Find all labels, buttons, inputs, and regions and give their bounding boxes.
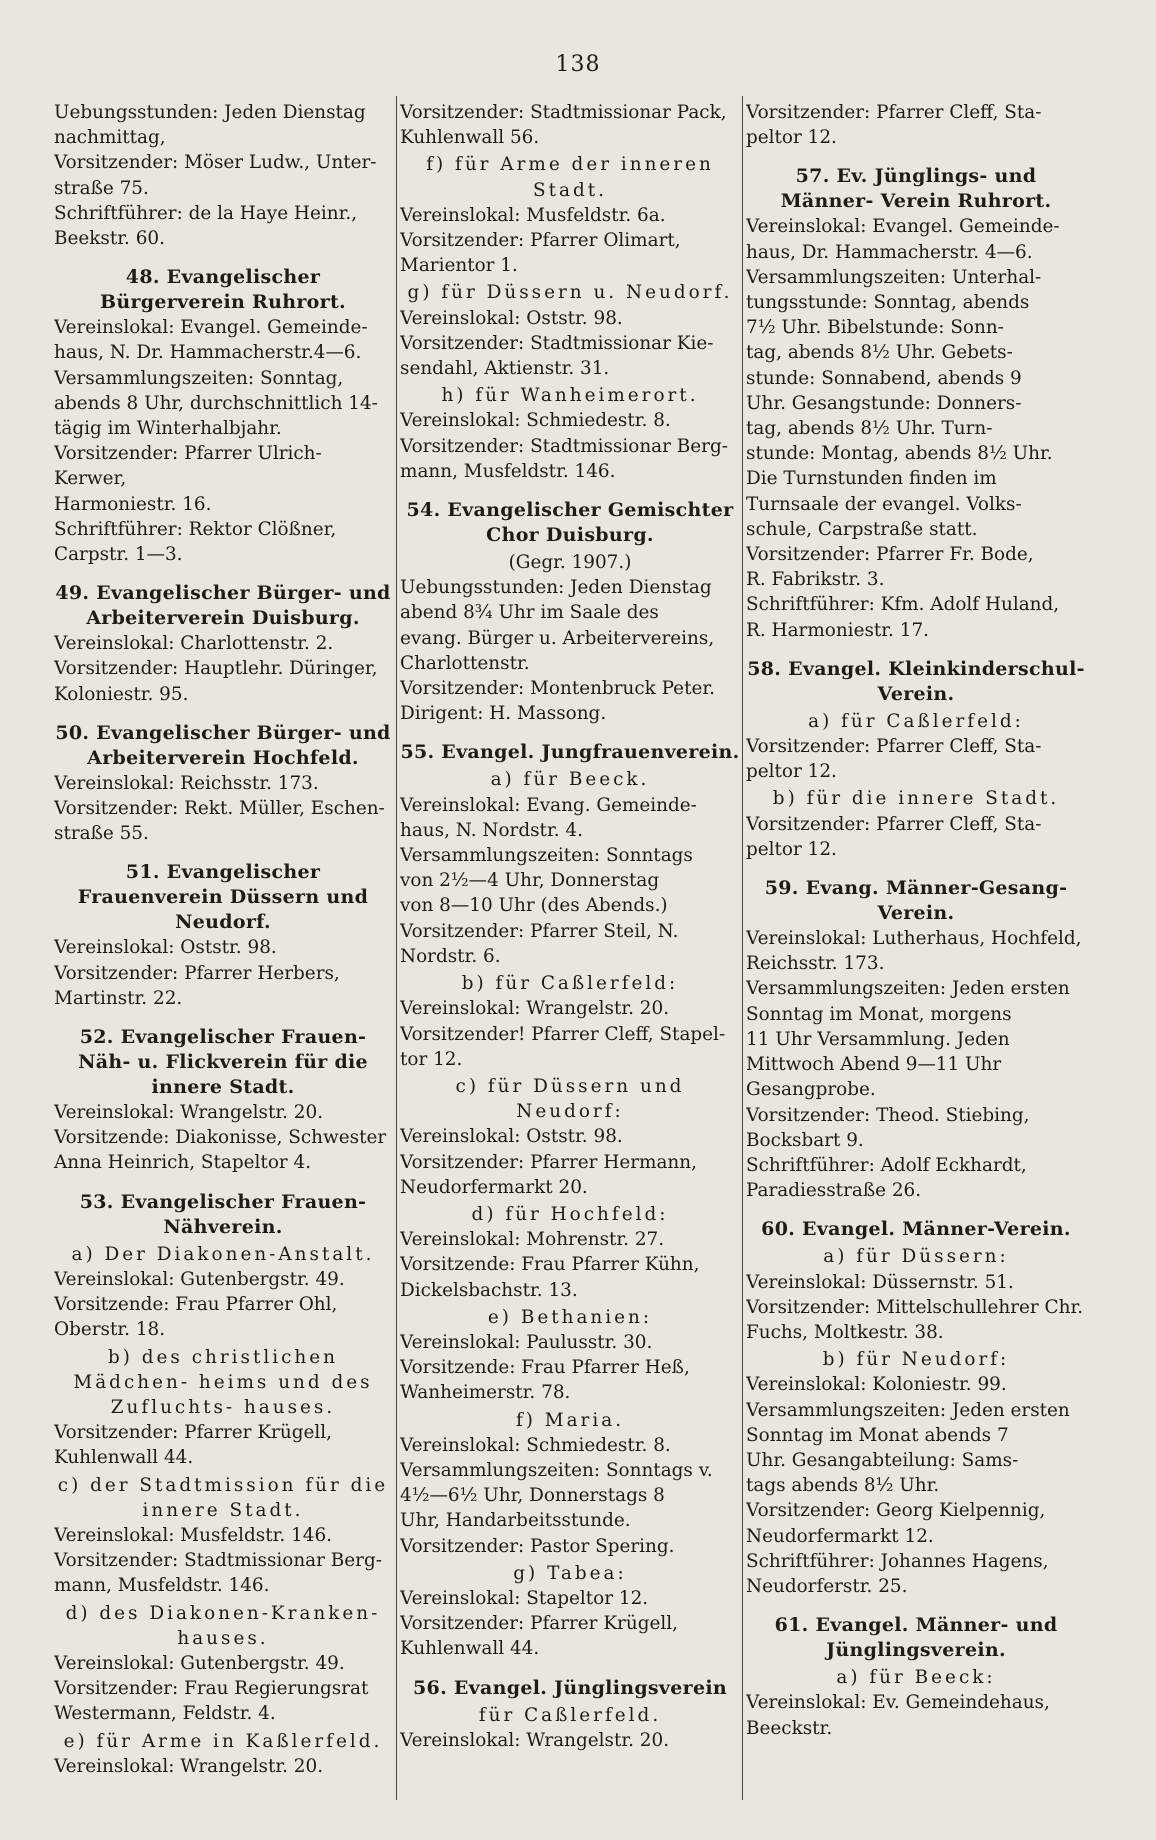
entry-line: peltor 12. — [746, 127, 837, 149]
entry-line: Bocksbart 9. — [746, 1129, 864, 1151]
entry-line: Fuchs, Moltkestr. 38. — [746, 1321, 944, 1343]
subsection-label: d) für Hochfeld: — [471, 1203, 669, 1225]
entry-line: Vorsitzender: Pfarrer Olimart, — [400, 230, 681, 252]
entry-line: Vorsitzender! Pfarrer Cleff, Stapel- — [400, 1023, 726, 1045]
entry-line: Reichsstr. 173. — [746, 953, 885, 975]
page-number: 138 — [555, 52, 601, 77]
entry-line: Beeckstr. — [746, 1717, 833, 1739]
entry-line: Marientor 1. — [400, 255, 518, 277]
entry-line: evang. Bürger u. Arbeitervereins, — [400, 627, 715, 649]
section-heading: 60. Evangel. Männer-Verein. — [761, 1218, 1071, 1241]
entry-line: Vorsitzender: Pfarrer Herbers, — [54, 962, 340, 984]
entry-line: Schriftführer: Adolf Eckhardt, — [746, 1154, 1027, 1176]
entry-line: Versammlungszeiten: Jeden ersten — [746, 1399, 1070, 1421]
entry-line: Vorsitzender: Hauptlehr. Düringer, — [54, 658, 378, 680]
entry-line: Vereinslokal: Oststr. 98. — [400, 1126, 623, 1148]
entry-line: nachmittag, — [54, 127, 166, 149]
section-heading: 58. Evangel. Kleinkinderschul- Verein. — [747, 657, 1085, 705]
entry-line: Wanheimerstr. 78. — [400, 1382, 571, 1404]
entry-line: Vorsitzender: Pfarrer Fr. Bode, — [746, 544, 1034, 566]
entry-line: Vorsitzender: Stadtmissionar Berg- — [400, 435, 728, 457]
entry-line: Vorsitzender: Pfarrer Krügell, — [54, 1422, 332, 1444]
entry-line: Vereinslokal: Wrangelstr. 20. — [400, 1729, 670, 1751]
entry-line: Vereinslokal: Oststr. 98. — [54, 937, 277, 959]
entry-line: Harmoniestr. 16. — [54, 493, 212, 515]
entry-line: Neudorferstr. 25. — [746, 1575, 908, 1597]
entry-line: Neudorfermarkt 20. — [400, 1176, 588, 1198]
entry-line: Turnsaale der evangel. Volks- — [746, 493, 1022, 515]
entry-line: haus, Dr. Hammacherstr. 4—6. — [746, 241, 1033, 263]
entry-line: Paradiesstraße 26. — [746, 1180, 922, 1202]
entry-line: Vorsitzende: Frau Pfarrer Ohl, — [54, 1294, 338, 1316]
entry-line: 11 Uhr Versammlung. Jeden — [746, 1028, 1010, 1050]
subsection-label: f) Maria. — [515, 1409, 625, 1431]
entry-line: Vereinslokal: Koloniestr. 99. — [746, 1374, 1007, 1396]
entry-line: Vorsitzender: Georg Kielpennig, — [746, 1500, 1046, 1522]
entry-line: Anna Heinrich, Stapeltor 4. — [54, 1152, 312, 1174]
entry-line: Vereinslokal: Düssernstr. 51. — [746, 1271, 1014, 1293]
entry-line: sendahl, Aktienstr. 31. — [400, 358, 610, 380]
entry-line: Dickelsbachstr. 13. — [400, 1279, 578, 1301]
subsection-label: a) für Beeck: — [836, 1667, 996, 1689]
section-heading: 51. Evangelischer Frauenverein Düssern und Neudorf. — [77, 861, 369, 934]
section-heading: 61. Evangel. Männer- und Jünglingsverein. — [774, 1614, 1058, 1662]
column-divider — [396, 96, 397, 1800]
entry-line: Vereinslokal: Evang. Gemeinde- — [400, 794, 697, 816]
section-heading: 59. Evang. Männer-Gesang- Verein. — [764, 877, 1068, 925]
entry-line: Neudorfermarkt 12. — [746, 1525, 934, 1547]
entry-line: R. Harmoniestr. 17. — [746, 619, 929, 641]
subsection-label: h) für Wanheimerort. — [441, 385, 699, 407]
entry-line: tags abends 8½ Uhr. — [746, 1475, 940, 1497]
entry-line: Vorsitzender: Stadtmissionar Pack, — [400, 102, 727, 123]
entry-line: Carpstr. 1—3. — [54, 544, 183, 566]
entry-line: Vorsitzende: Frau Pfarrer Kühn, — [400, 1254, 700, 1276]
entry-line: haus, N. Dr. Hammacherstr.4—6. — [54, 342, 362, 364]
entry-line: von 8—10 Uhr (des Abends.) — [400, 895, 668, 917]
entry-line: tor 12. — [400, 1048, 463, 1070]
entry-line: Dirigent: H. Massong. — [400, 703, 607, 725]
subsection-label: e) für Arme in Kaßlerfeld. — [63, 1730, 383, 1752]
entry-line: Vorsitzender: Pfarrer Cleff, Sta- — [746, 813, 1042, 835]
entry-line: Mittwoch Abend 9—11 Uhr — [746, 1054, 1002, 1076]
entry-line: Vorsitzende: Diakonisse, Schwester — [54, 1127, 387, 1149]
entry-line: Vereinslokal: Wrangelstr. 20. — [54, 1102, 324, 1124]
entry-line: Die Turnstunden finden im — [746, 468, 997, 490]
entry-line: Vorsitzender: Pastor Spering. — [400, 1535, 675, 1557]
entry-line: stunde: Montag, abends 8½ Uhr. — [746, 443, 1053, 465]
text-column-3 — [746, 100, 1086, 1820]
subsection-label: a) für Caßlerfeld: — [808, 710, 1024, 732]
entry-line: Schriftführer: Johannes Hagens, — [746, 1550, 1049, 1572]
entry-line: Vereinslokal: Evangel. Gemeinde- — [746, 216, 1060, 238]
subsection-label: c) für Düssern und Neudorf: — [455, 1075, 685, 1123]
entry-line: Versammlungszeiten: Sonntag, — [54, 367, 344, 389]
subsection-label: g) für Düssern u. Neudorf. — [407, 282, 733, 304]
entry-line: 7½ Uhr. Bibelstunde: Sonn- — [746, 317, 1004, 339]
entry-line: Vereinslokal: Stapeltor 12. — [400, 1587, 649, 1609]
entry-line: Vorsitzender: Pfarrer Hermann, — [400, 1151, 697, 1173]
entry-line: Vorsitzender: Theod. Stiebing, — [746, 1104, 1030, 1126]
entry-line: Uhr. Gesangabteilung: Sams- — [746, 1449, 1019, 1471]
entry-line: 4½—6½ Uhr, Donnerstags 8 — [400, 1485, 665, 1507]
entry-line: Vorsitzender: Pfarrer Krügell, — [400, 1613, 678, 1635]
entry-line: stunde: Sonnabend, abends 9 — [746, 367, 1022, 389]
subsection-label: d) des Diakonen-Kranken- hauses. — [65, 1602, 381, 1649]
section-heading: 50. Evangelischer Bürger- und Arbeiterverein Hochfeld. — [55, 721, 391, 769]
section-heading: 49. Evangelischer Bürger- und Arbeiterverein Duisburg. — [55, 582, 391, 630]
subsection-label: b) für Caßlerfeld: — [461, 973, 679, 995]
entry-line: Vorsitzender: Stadtmissionar Berg- — [54, 1550, 382, 1572]
entry-line: Uhr, Handarbeitsstunde. — [400, 1510, 631, 1532]
entry-line: Kuhlenwall 44. — [54, 1447, 194, 1469]
section-heading: 56. Evangel. Jünglingsverein — [413, 1676, 727, 1699]
entry-line: Vorsitzender: Pfarrer Cleff, Sta- — [746, 102, 1042, 123]
entry-line: Vereinslokal: Oststr. 98. — [400, 307, 623, 329]
entry-line: Vorsitzender: Möser Ludw., Unter- — [54, 152, 377, 174]
entry-line: Vereinslokal: Schmiedestr. 8. — [400, 410, 671, 432]
entry-line: Vorsitzender: Stadtmissionar Kie- — [400, 332, 714, 354]
entry-line: Vereinslokal: Gutenbergstr. 49. — [54, 1652, 345, 1674]
entry-line: von 2½—4 Uhr, Donnerstag — [400, 870, 660, 892]
entry-line: Vorsitzender: Pfarrer Steil, N. — [400, 920, 679, 942]
subsection-label: b) für die innere Stadt. — [772, 788, 1060, 810]
entry-line: Versammlungszeiten: Sonntags — [400, 845, 693, 867]
entry-line: Vereinslokal: Musfeldstr. 6a. — [400, 204, 666, 226]
entry-line: Vereinslokal: Evangel. Gemeinde- — [54, 317, 368, 339]
entry-line: Nordstr. 6. — [400, 945, 501, 967]
entry-line: Sonntag im Monat, morgens — [746, 1003, 1012, 1025]
entry-line: Uebungsstunden: Jeden Dienstag — [400, 577, 712, 599]
section-heading: 52. Evangelischer Frauen-Näh- u. Flickverein für die innere Stadt. — [78, 1026, 368, 1099]
entry-line: Schriftführer: de la Haye Heinr., — [54, 202, 358, 224]
entry-line: Vereinslokal: Gutenbergstr. 49. — [54, 1268, 345, 1290]
entry-line: Vereinslokal: Paulusstr. 30. — [400, 1331, 653, 1353]
subsection-label: f) für Arme der inneren Stadt. — [426, 154, 714, 201]
founding-note: (Gegr. 1907.) — [508, 552, 632, 574]
entry-line: Vereinslokal: Charlottenstr. 2. — [54, 633, 334, 655]
entry-line: abends 8 Uhr, durchschnittlich 14- — [54, 392, 378, 414]
section-heading: 57. Ev. Jünglings- und Männer- Verein Ruhrort. — [780, 165, 1052, 213]
entry-line: Versammlungszeiten: Unterhal- — [746, 266, 1042, 288]
section-heading: 53. Evangelischer Frauen- Nähverein. — [79, 1190, 367, 1238]
entry-line: Vorsitzender: Frau Regierungsrat — [54, 1678, 369, 1700]
entry-line: abend 8¾ Uhr im Saale des — [400, 602, 659, 624]
entry-line: Schriftführer: Rektor Clößner, — [54, 518, 337, 540]
subsection-label: b) für Neudorf: — [822, 1349, 1010, 1371]
entry-line: Charlottenstr. — [400, 652, 530, 674]
entry-line: Beekstr. 60. — [54, 228, 165, 250]
section-heading: 48. Evangelischer Bürgerverein Ruhrort. — [100, 266, 346, 314]
subsection-label: a) für Düssern: — [823, 1246, 1009, 1268]
entry-line: Gesangprobe. — [746, 1079, 876, 1101]
entry-line: straße 55. — [54, 823, 149, 845]
entry-line: Vorsitzender: Pfarrer Cleff, Sta- — [746, 736, 1042, 758]
entry-line: mann, Musfeldstr. 146. — [54, 1575, 270, 1597]
entry-line: Vereinslokal: Mohrenstr. 27. — [400, 1229, 665, 1251]
entry-line: Westermann, Feldstr. 4. — [54, 1703, 276, 1725]
text-column-2 — [400, 100, 740, 1820]
subsection-label: c) der Stadtmission für die innere Stadt. — [57, 1474, 389, 1521]
entry-line: Versammlungszeiten: Jeden ersten — [746, 978, 1070, 1000]
entry-line: Vereinslokal: Musfeldstr. 146. — [54, 1524, 332, 1546]
entry-line: tungsstunde: Sonntag, abends — [746, 292, 1030, 314]
entry-line: schule, Carpstraße statt. — [746, 518, 978, 540]
entry-line: Vereinslokal: Wrangelstr. 20. — [54, 1755, 324, 1777]
entry-line: Uebungsstunden: Jeden Dienstag — [54, 102, 366, 123]
entry-line: Vereinslokal: Lutherhaus, Hochfeld, — [746, 928, 1082, 950]
entry-line: Vorsitzender: Mittelschullehrer Chr. — [746, 1296, 1084, 1318]
subsection-label: a) Der Diakonen-Anstalt. — [71, 1243, 375, 1265]
entry-line: peltor 12. — [746, 838, 837, 860]
text-column-1 — [54, 100, 392, 1820]
subsection-label: e) Bethanien: — [487, 1306, 653, 1328]
entry-line: peltor 12. — [746, 761, 837, 783]
entry-line: Vorsitzender: Pfarrer Ulrich-Kerwer, — [54, 443, 322, 490]
entry-line: Uhr. Gesangstunde: Donners- — [746, 392, 1022, 414]
entry-line: Koloniestr. 95. — [54, 683, 189, 705]
entry-line: Vorsitzender: Rekt. Müller, Eschen- — [54, 798, 385, 820]
entry-line: Vereinslokal: Wrangelstr. 20. — [400, 998, 670, 1020]
entry-line: Oberstr. 18. — [54, 1319, 166, 1341]
entry-line: Vorsitzender: Montenbruck Peter. — [400, 678, 715, 700]
subsection-label: a) für Beeck. — [490, 769, 650, 791]
entry-line: Vereinslokal: Reichsstr. 173. — [54, 772, 319, 794]
entry-line: tag, abends 8½ Uhr. Turn- — [746, 418, 993, 440]
entry-line: Sonntag im Monat abends 7 — [746, 1424, 1009, 1446]
entry-line: mann, Musfeldstr. 146. — [400, 460, 616, 482]
entry-line: Vereinslokal: Ev. Gemeindehaus, — [746, 1692, 1050, 1714]
entry-line: tägig im Winterhalbjahr. — [54, 418, 282, 440]
entry-line: Vereinslokal: Schmiedestr. 8. — [400, 1434, 671, 1456]
section-heading: 54. Evangelischer Gemischter Chor Duisburg. — [406, 499, 734, 547]
entry-line: Schriftführer: Kfm. Adolf Huland, — [746, 594, 1060, 616]
column-divider — [742, 96, 743, 1800]
entry-line: R. Fabrikstr. 3. — [746, 569, 885, 591]
entry-line: tag, abends 8½ Uhr. Gebets- — [746, 342, 1013, 364]
entry-line: straße 75. — [54, 177, 149, 199]
entry-line: Martinstr. 22. — [54, 987, 183, 1009]
subsection-label: b) des christlichen Mädchen- heims und des Zufluchts- hauses. — [73, 1346, 373, 1418]
entry-line: haus, N. Nordstr. 4. — [400, 819, 583, 841]
entry-line: Vorsitzende: Frau Pfarrer Heß, — [400, 1357, 690, 1379]
entry-line: Versammlungszeiten: Sonntags v. — [400, 1459, 713, 1481]
section-heading: 55. Evangel. Jungfrauenverein. — [400, 741, 740, 764]
subsection-label: g) Tabea: — [513, 1562, 627, 1584]
entry-line: Kuhlenwall 44. — [400, 1638, 540, 1660]
subsection-label: für Caßlerfeld. — [478, 1704, 662, 1726]
entry-line: Kuhlenwall 56. — [400, 127, 540, 149]
